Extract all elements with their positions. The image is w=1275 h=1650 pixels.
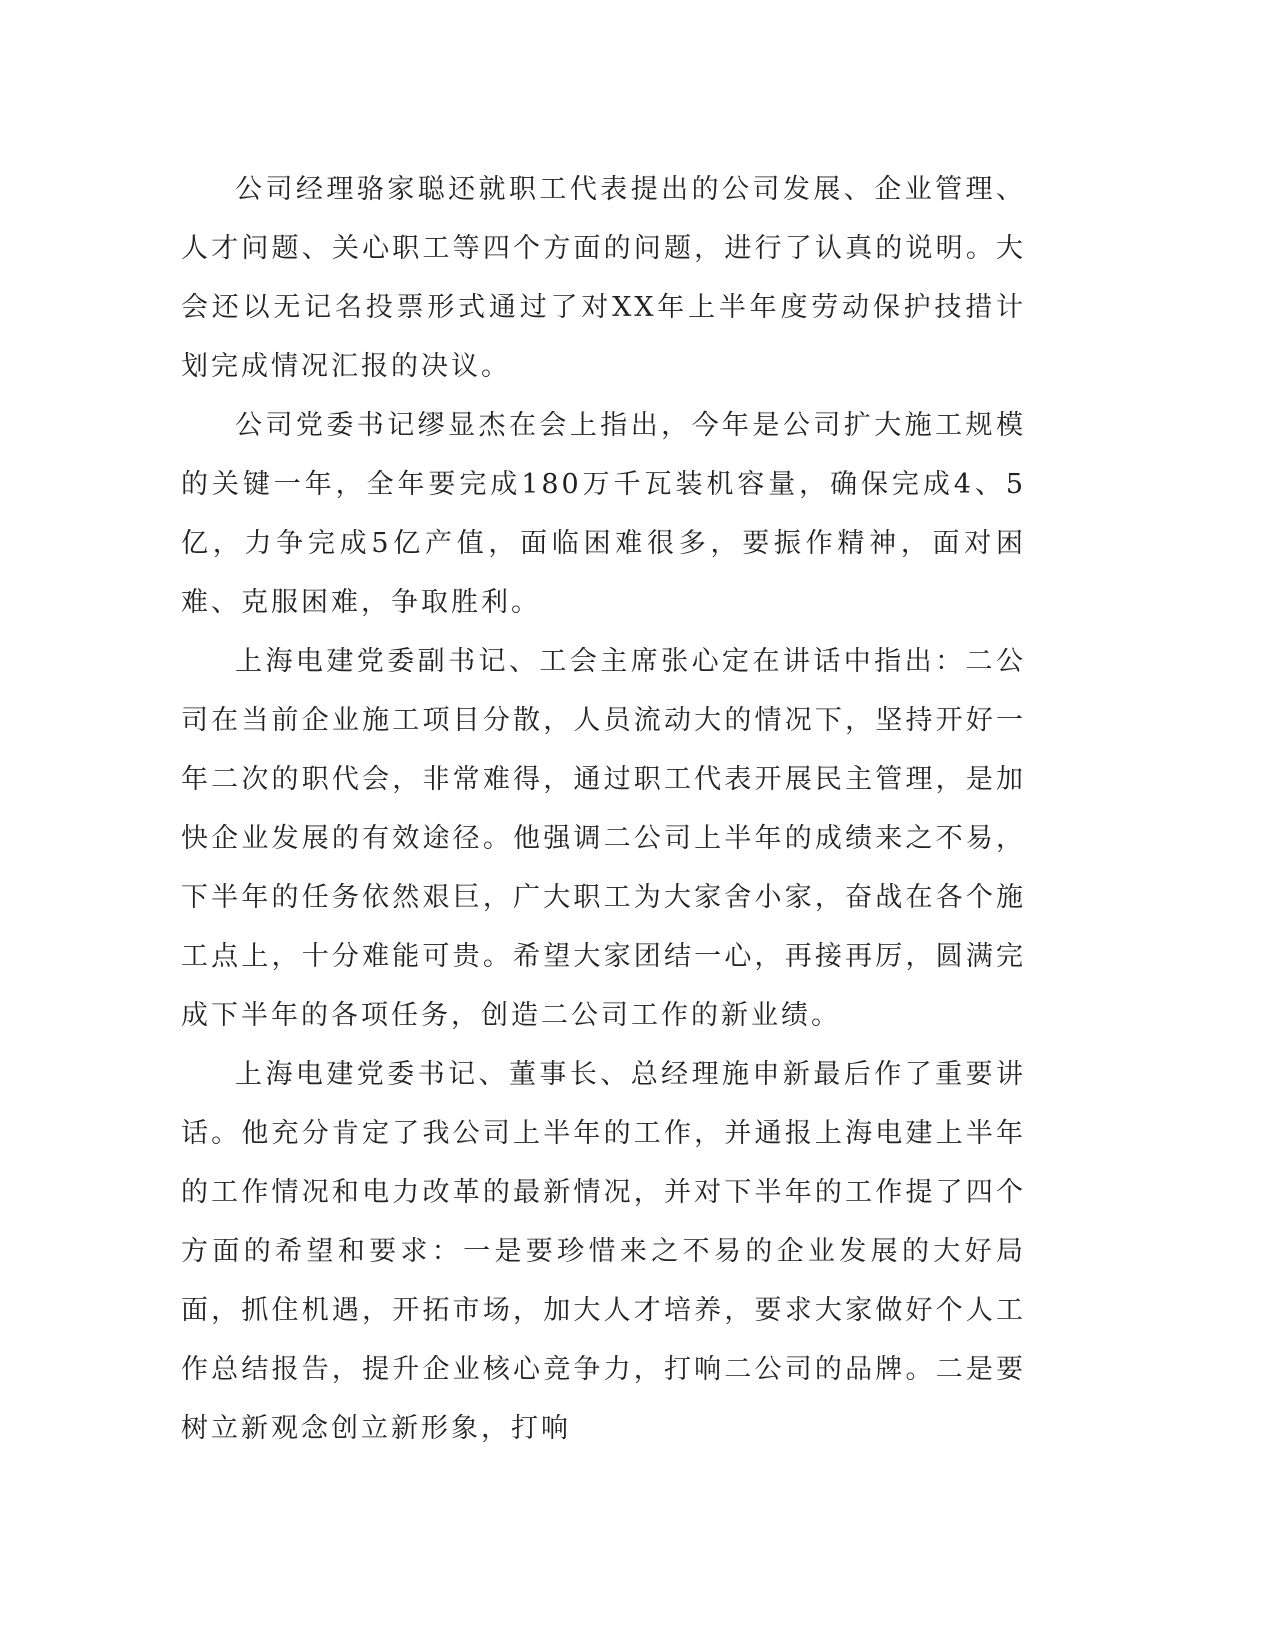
paragraph-3: 上海电建党委副书记、工会主席张心定在讲话中指出：二公司在当前企业施工项目分散，人员流动大的情况下，坚持开好一年二次的职代会，非常难得，通过职工代表开展民主管理，是加快企业发展的有效途径。他强调二公司上半年的成绩来之不易，下半年的任务依然艰巨，广大职工为大家舍小家，奋战在各个施工点上，十分难能可贵。希望大家团结一心，再接再厉，圆满完成下半年的各项任务，创造二公司工作的新业绩。 <box>181 646 1026 1031</box>
paragraph-1: 公司经理骆家聪还就职工代表提出的公司发展、企业管理、人才问题、关心职工等四个方面的问题，进行了认真的说明。大会还以无记名投票形式通过了对XX年上半年度劳动保护技措计划完成情况汇报的决议。 <box>181 174 1026 382</box>
paragraph-4: 上海电建党委书记、董事长、总经理施申新最后作了重要讲话。他充分肯定了我公司上半年的工作，并通报上海电建上半年的工作情况和电力改革的最新情况，并对下半年的工作提了四个方面的希望和要求：一是要珍惜来之不易的企业发展的大好局面，抓住机遇，开拓市场，加大人才培养，要求大家做好个人工作总结报告，提升企业核心竞争力，打响二公司的品牌。二是要树立新观念创立新形象，打响 <box>181 1059 1026 1444</box>
paragraph-2: 公司党委书记缪显杰在会上指出，今年是公司扩大施工规模的关键一年，全年要完成180万千瓦装机容量，确保完成4、5亿，力争完成5亿产值，面临困难很多，要振作精神，面对困难、克服困难，争取胜利。 <box>181 410 1026 618</box>
document-body <box>181 160 1026 1458</box>
